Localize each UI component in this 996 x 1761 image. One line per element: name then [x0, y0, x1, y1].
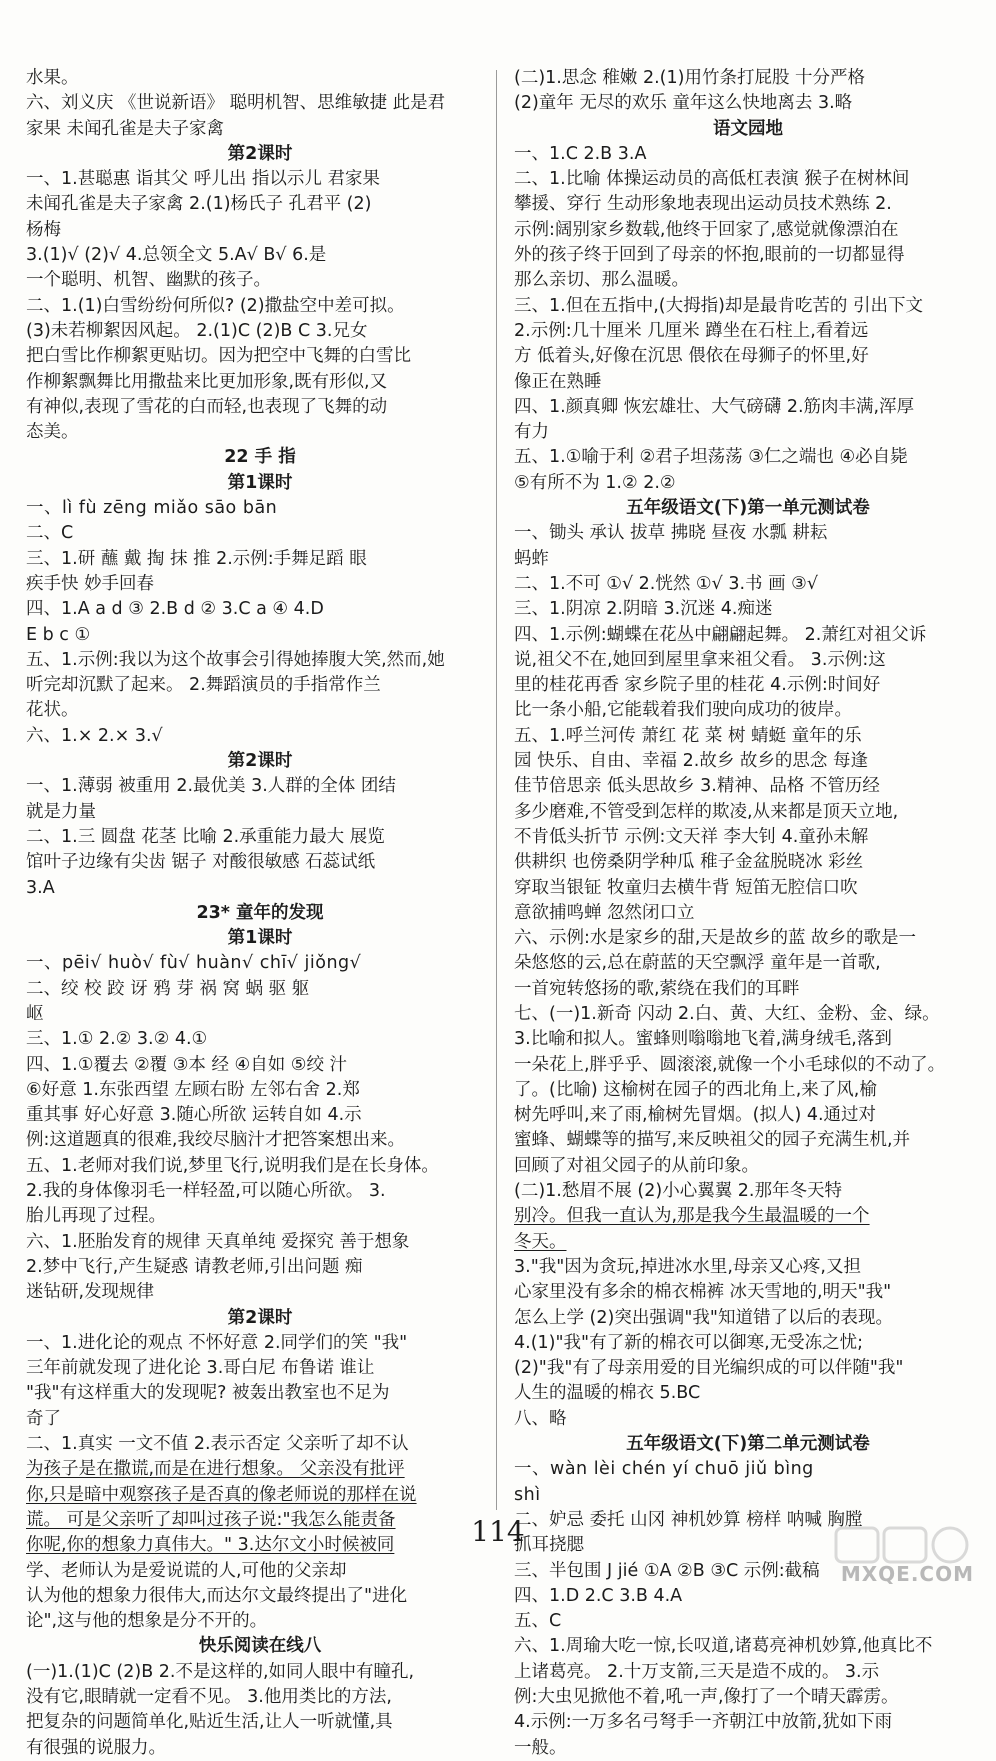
answer-line: 迷钻研,发现规律 — [26, 1282, 155, 1303]
answer-line: 3.(1)√ (2)√ 4.总领全文 5.A√ B√ 6.是 — [26, 245, 327, 266]
answer-line: 方 低着头,好像在沉思 偎依在母狮子的怀里,好 — [514, 346, 869, 367]
answer-line: 有很强的说服力。 — [26, 1737, 166, 1758]
answer-line: 三、1.阴凉 2.阴暗 3.沉迷 4.痴迷 — [514, 599, 773, 620]
answer-line: 态美。 — [26, 422, 79, 443]
answer-line: 八、略 — [514, 1408, 567, 1429]
answer-line: 例:大虫见掀他不着,吼一声,像打了一个晴天霹雳。 — [514, 1687, 899, 1707]
section-heading: 五年级语文(下)第二单元测试卷 — [626, 1434, 870, 1455]
answer-line: (3)未若柳絮因风起。 2.(1)C (2)B C 3.兄女 — [26, 320, 368, 341]
answer-line: 没有它,眼睛就一定看不见。 3.他用类比的方法, — [26, 1687, 392, 1707]
answer-line: 一首宛转悠扬的歌,萦绕在我们的耳畔 — [514, 978, 800, 999]
answer-line: 一、1.薄弱 被重用 2.最优美 3.人群的全体 团结 — [26, 776, 396, 797]
answer-line: 一、1.进化论的观点 不怀好意 2.同学们的笑 "我" — [26, 1332, 408, 1353]
answer-line: 三、1.研 蘸 戴 掏 抹 推 2.示例:手舞足蹈 眼 — [26, 548, 367, 569]
answer-line: 蜜蜂、蝴蝶等的描写,来反映祖父的园子充满生机,并 — [514, 1130, 911, 1151]
answer-line: E b c ① — [26, 624, 91, 645]
answer-line: 树先呼叫,来了雨,榆树先冒烟。(拟人) 4.通过对 — [514, 1105, 877, 1126]
answer-line: 回顾了对祖父园子的从前印象。 — [514, 1155, 759, 1176]
answer-line: 怎么上学 (2)突出强调"我"知道错了以后的表现。 — [514, 1307, 893, 1328]
answer-line: 未闻孔雀是夫子家禽 2.(1)杨氏子 孔君平 (2) — [26, 194, 372, 215]
answer-line: 穿取当银钲 牧童归去横牛背 短笛无腔信口吹 — [514, 877, 858, 898]
answer-line: 一、pēi√ huò√ fù√ huàn√ chī√ jiǒng√ — [26, 953, 362, 974]
answer-line: 一、lì fù zēng miǎo sāo bān — [26, 498, 278, 519]
answer-line: 示例:阔别家乡数载,他终于回家了,感觉就像漂泊在 — [514, 219, 899, 240]
answer-line: 园 快乐、自由、幸福 2.故乡 故乡的思念 每逢 — [514, 751, 868, 772]
answer-line: 供耕织 也傍桑阴学种瓜 稚子金盆脱晓冰 彩丝 — [514, 852, 864, 873]
answer-line: 四、1.A a d ③ 2.B d ② 3.C a ④ 4.D — [26, 599, 324, 620]
answer-line: 那么亲切、那么温暖。 — [514, 270, 689, 291]
answer-line: 四、1.示例:蝴蝶在花丛中翩翩起舞。 2.萧红对祖父诉 — [514, 624, 927, 645]
watermark-text: MXQE.COM — [840, 1562, 974, 1586]
answer-line: 佳节倍思亲 低头思故乡 3.精神、品格 不管历经 — [514, 776, 880, 797]
answer-line: 胎儿再现了过程。 — [26, 1206, 166, 1227]
answer-line: 四、1.D 2.C 3.B 4.A — [514, 1585, 683, 1606]
answer-line: 一、锄头 承认 拔草 拂晓 昼夜 水瓢 耕耘 — [514, 523, 828, 544]
answer-line: 朵悠悠的云,总在蔚蓝的天空飘浮 童年是一首歌, — [514, 953, 881, 974]
answer-line: 岖 — [26, 1003, 44, 1024]
section-heading: 23* 童年的发现 — [196, 902, 324, 923]
answer-line: 一、1.甚聪惠 诣其父 呼儿出 指以示儿 君家果 — [26, 169, 380, 190]
answer-line: 五、1.示例:我以为这个故事会引得她捧腹大笑,然而,她 — [26, 649, 445, 670]
left-column — [26, 66, 494, 1761]
answer-line: 人生的温暖的棉衣 5.BC — [514, 1383, 701, 1404]
section-heading: 快乐阅读在线八 — [198, 1636, 322, 1657]
section-heading: 第2课时 — [227, 751, 293, 772]
answer-line: 冬天。 — [514, 1231, 567, 1252]
answer-line: 三、1.① 2.② 3.② 4.① — [26, 1029, 208, 1050]
answer-line: 4.(1)"我"有了新的棉衣可以御寒,无受冻之忧; — [514, 1332, 864, 1353]
answer-line: 花状。 — [26, 700, 79, 721]
answer-line: 一、wàn lèi chén yí chuō jiǔ bìng — [514, 1459, 814, 1480]
answer-line: 里的桂花再香 家乡院子里的桂花 4.示例:时间好 — [514, 675, 881, 696]
answer-line: 学、老师认为是爱说谎的人,可他的父亲却 — [26, 1560, 347, 1581]
answer-line: 认为他的想象力很伟大,而达尔文最终提出了"进化 — [26, 1585, 408, 1606]
answer-line: 四、1.①覆去 ②覆 ③本 经 ④自如 ⑤绞 汁 — [26, 1054, 348, 1075]
answer-line: 3.比喻和拟人。蜜蜂则嗡嗡地飞着,满身绒毛,落到 — [514, 1029, 892, 1050]
answer-line: 把白雪比作柳絮更贴切。因为把空中飞舞的白雪比 — [26, 346, 411, 367]
page-number: 114 — [471, 1515, 525, 1548]
answer-line: 一个聪明、机智、幽默的孩子。 — [26, 270, 271, 291]
answer-line: 疾手快 妙手回春 — [26, 573, 155, 594]
answer-line: 你呢,你的想象力真伟大。" 3.达尔文小时候被同 — [26, 1535, 395, 1556]
answer-line: 了。(比喻) 这榆树在园子的西北角上,来了风,榆 — [514, 1079, 877, 1100]
answer-line: 蚂蚱 — [514, 548, 549, 569]
answer-line: (二)1.愁眉不展 (2)小心翼翼 2.那年冬天特 — [514, 1181, 842, 1202]
answer-line: 意欲捕鸣蝉 忽然闭口立 — [514, 902, 695, 923]
answer-line: 上诸葛亮。 2.十万支箭,三天是造不成的。 3.示 — [514, 1661, 880, 1682]
answer-line: 六、1.胚胎发育的规律 天真单纯 爱探究 善于想象 — [26, 1231, 410, 1252]
answer-line: 二、1.三 圆盘 花茎 比喻 2.承重能力最大 展览 — [26, 826, 385, 847]
answer-line: 外的孩子终于回到了母亲的怀抱,眼前的一切都显得 — [514, 245, 905, 266]
answer-line: 六、1.周瑜大吃一惊,长叹道,诸葛亮神机妙算,他真比不 — [514, 1636, 933, 1657]
answer-line: 三年前就发现了进化论 3.哥白尼 布鲁诺 谁让 — [26, 1358, 375, 1379]
answer-line: 多少磨难,不管受到怎样的欺凌,从来都是顶天立地, — [514, 801, 899, 822]
answer-line: shì — [514, 1484, 541, 1505]
answer-line: 一、1.C 2.B 3.A — [514, 143, 647, 164]
answer-line: (2)"我"有了母亲用爱的目光编织成的可以伴随"我" — [514, 1358, 904, 1379]
section-heading: 第1课时 — [227, 928, 293, 949]
answer-line: 五、C — [514, 1611, 562, 1632]
answer-line: 三、半包围 J jié ①A ②B ③C 示例:截稿 — [514, 1560, 820, 1581]
answer-line: (一)1.(1)C (2)B 2.不是这样的,如同人眼中有瞳孔, — [26, 1661, 415, 1682]
answer-line: (二)1.思念 稚嫩 2.(1)用竹条打屁股 十分严格 — [514, 68, 866, 88]
answer-line: 三、1.但在五指中,(大拇指)却是最肯吃苦的 引出下文 — [514, 295, 923, 316]
answer-line: 二、妒忌 委托 山冈 神机妙算 榜样 呐喊 胸膛 — [514, 1509, 863, 1530]
answer-line: 2.示例:几十厘米 几厘米 蹲坐在石柱上,看着远 — [514, 320, 869, 341]
answer-line: 例:这道题真的很难,我绞尽脑汁才把答案想出来。 — [26, 1130, 405, 1151]
answer-line: 家果 未闻孔雀是夫子家禽 — [26, 118, 225, 139]
answer-line: 攀援、穿行 生动形象地表现出运动员技术熟练 2. — [514, 194, 892, 215]
answer-line: 作柳絮飘舞比用撒盐来比更加形象,既有形似,又 — [26, 371, 388, 392]
answer-line: ⑥好意 1.东张西望 左顾右盼 左邻右舍 2.郑 — [26, 1079, 360, 1100]
section-heading: 语文园地 — [713, 118, 783, 139]
section-heading: 五年级语文(下)第一单元测试卷 — [626, 498, 870, 519]
answer-line: 论",这与他的想象是分不开的。 — [26, 1611, 268, 1632]
answer-line: 杨梅 — [26, 219, 61, 240]
section-heading: 第1课时 — [227, 472, 293, 493]
section-heading: 22 手 指 — [224, 447, 296, 468]
answer-line: 把复杂的问题简单化,贴近生活,让人一听就懂,具 — [26, 1712, 393, 1733]
right-column — [514, 66, 982, 1761]
section-heading: 第2课时 — [227, 1307, 293, 1328]
answer-line: 有神似,表现了雪花的白而轻,也表现了飞舞的动 — [26, 396, 388, 417]
answer-line: 心家里没有多余的棉衣棉裤 冰天雪地的,明天"我" — [514, 1282, 892, 1303]
answer-line: 一朵花上,胖乎乎、圆滚滚,就像一个小毛球似的不动了。 — [514, 1054, 946, 1075]
answer-line: 馆叶子边缘有尖齿 锯子 对酸很敏感 石蕊试纸 — [26, 852, 376, 873]
answer-line: 七、(一)1.新奇 闪动 2.白、黄、大红、金粉、金、绿。 — [514, 1003, 940, 1024]
answer-line: 2.我的身体像羽毛一样轻盈,可以随心所欲。 3. — [26, 1181, 386, 1202]
column-divider — [496, 70, 497, 1510]
answer-line: 一般。 — [514, 1737, 567, 1758]
answer-line: 像正在熟睡 — [514, 371, 602, 392]
answer-line: 说,祖父不在,她回到屋里拿来祖父看。 3.示例:这 — [514, 649, 886, 670]
answer-line: 五、1.呼兰河传 萧红 花 菜 树 蜻蜓 童年的乐 — [514, 725, 862, 746]
answer-line: 2.梦中飞行,产生疑惑 请教老师,引出问题 痴 — [26, 1256, 363, 1277]
answer-line: 二、1.比喻 体操运动员的高低杠表演 猴子在树林间 — [514, 169, 910, 190]
answer-line: 为孩子是在撒谎,而是在进行想象。 父亲没有批评 — [26, 1459, 405, 1480]
answer-line: "我"有这样重大的发现呢? 被轰出教室也不足为 — [26, 1383, 390, 1404]
answer-line: 五、1.老师对我们说,梦里飞行,说明我们是在长身体。 — [26, 1155, 439, 1176]
answer-line: 别冷。但我一直认为,那是我今生最温暖的一个 — [514, 1206, 870, 1227]
answer-line: 不肯低头折节 示例:文天祥 李大钊 4.童孙未解 — [514, 826, 869, 847]
answer-line: 二、绞 校 跤 讶 鸦 芽 祸 窝 蜗 驱 躯 — [26, 978, 310, 999]
answer-line: 4.示例:一万多名弓弩手一齐朝江中放箭,犹如下雨 — [514, 1712, 893, 1733]
answer-line: 抓耳挠腮 — [514, 1535, 584, 1556]
answer-line: 有力 — [514, 422, 549, 443]
answer-line: 六、示例:水是家乡的甜,天是故乡的蓝 故乡的歌是一 — [514, 928, 917, 949]
answer-line: 四、1.颜真卿 恢宏雄壮、大气磅礴 2.筋肉丰满,浑厚 — [514, 396, 915, 417]
answer-line: 二、1.(1)白雪纷纷何所似? (2)撒盐空中差可拟。 — [26, 295, 405, 316]
answer-line: 3.A — [26, 877, 55, 898]
answer-line: 水果。 — [26, 68, 79, 88]
section-heading: 第2课时 — [227, 143, 293, 164]
answer-line: 谎。 可是父亲听了却叫过孩子说:"我怎么能责备 — [26, 1509, 396, 1530]
answer-line: ⑤有所不为 1.② 2.② — [514, 472, 676, 493]
answer-line: 六、刘义庆 《世说新语》 聪明机智、思维敏捷 此是君 — [26, 93, 446, 114]
answer-line: 奇了 — [26, 1408, 61, 1429]
answer-line: 你,只是暗中观察孩子是否真的像老师说的那样在说 — [26, 1484, 417, 1505]
answer-line: 五、1.①喻于利 ②君子坦荡荡 ③仁之端也 ④必自毙 — [514, 447, 908, 468]
answer-line: 3."我"因为贪玩,掉进冰水里,母亲又心疼,又担 — [514, 1256, 861, 1277]
answer-line: 比一条小船,它能载着我们驶向成功的彼岸。 — [514, 700, 853, 721]
answer-line: (2)童年 无尽的欢乐 童年这么快地离去 3.略 — [514, 93, 853, 114]
answer-line: 二、1.真实 一文不值 2.表示否定 父亲听了却不认 — [26, 1434, 409, 1455]
answer-line: 重其事 好心好意 3.随心所欲 运转自如 4.示 — [26, 1105, 362, 1126]
answer-line: 听完却沉默了起来。 2.舞蹈演员的手指常作兰 — [26, 675, 381, 696]
answer-line: 就是力量 — [26, 801, 96, 822]
answer-line: 二、C — [26, 523, 74, 544]
answer-line: 二、1.不可 ①√ 2.恍然 ①√ 3.书 画 ③√ — [514, 573, 818, 594]
answer-line: 六、1.× 2.× 3.√ — [26, 725, 163, 746]
